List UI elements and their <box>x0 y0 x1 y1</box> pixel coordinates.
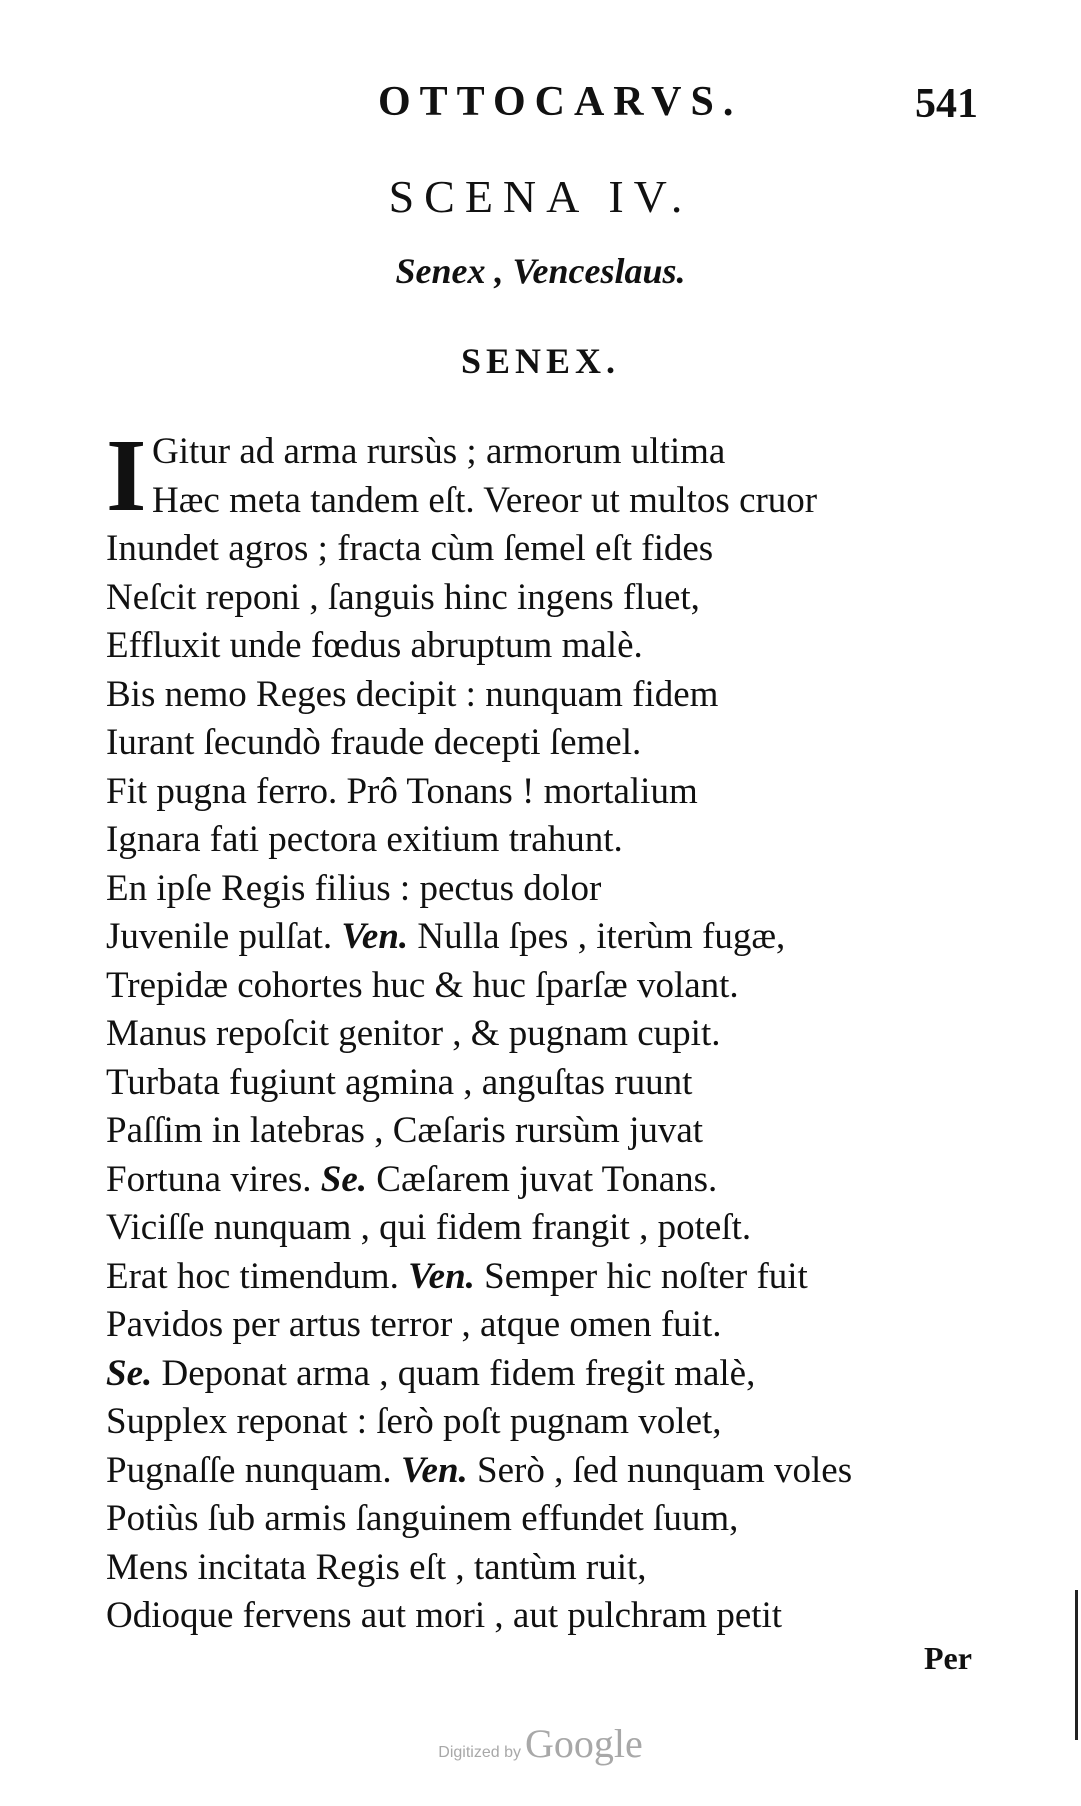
verse-text: Fortuna vires. <box>106 1158 321 1200</box>
scene-characters: Senex , Venceslaus. <box>395 251 686 291</box>
verse-text: Fit pugna ferro. Prô Tonans ! mortalium <box>106 770 698 812</box>
digitization-watermark <box>0 1720 1081 1767</box>
speaker-abbreviation: Ven. <box>408 1255 475 1297</box>
verse-text: Gitur ad arma rursùs ; armorum ultima <box>152 431 726 472</box>
verse-text: Nulla ſpes , iterùm fugæ, <box>408 916 786 957</box>
verse-text: Bis nemo Reges decipit : nunquam fidem <box>106 673 719 715</box>
verse-text: Erat hoc timendum. <box>106 1255 409 1297</box>
verse-line <box>106 768 1006 817</box>
verse-line <box>106 816 1006 865</box>
verse-text: Ignara fati pectora exitium trahunt. <box>106 819 623 860</box>
verse-line <box>106 1156 1006 1205</box>
verse-text: Manus repoſcit genitor , & pugnam cupit. <box>106 1013 721 1054</box>
running-head <box>0 78 1081 138</box>
verse-line <box>106 1495 1006 1544</box>
speaker-heading: SENEX. <box>460 341 621 381</box>
verse-line <box>106 1350 1006 1399</box>
verse-text: Deponat arma , quam fidem fregit malè, <box>152 1352 756 1394</box>
verse-line <box>106 477 1006 526</box>
speaker-abbreviation: Se. <box>106 1352 153 1394</box>
page-number: 541 <box>915 81 978 127</box>
verse-text: Supplex reponat : ſerò poſt pugnam volet, <box>106 1401 722 1442</box>
verse-text: Potiùs ſub armis ſanguinem effundet ſuum, <box>106 1498 739 1539</box>
verse-text: Hæc meta tandem eſt. Vereor ut multos cruor <box>152 479 818 521</box>
verse-text: Inundet agros ; fracta cùm ſemel eſt fides <box>106 528 714 569</box>
page-edge-shadow <box>1075 1590 1078 1740</box>
drop-cap: I <box>106 418 147 533</box>
verse-text: Serò , ſed nunquam voles <box>467 1449 853 1491</box>
verse-text: Turbata fugiunt agmina , anguſtas ruunt <box>106 1061 693 1103</box>
verse-line <box>106 865 1006 914</box>
speaker-abbreviation: Ven. <box>341 916 409 957</box>
verse-text: Paſſim in latebras , Cæſaris rursùm juvat <box>106 1110 704 1151</box>
verse-line <box>106 525 1006 574</box>
verse-text: Neſcit reponi , ſanguis hinc ingens fluet, <box>106 576 700 618</box>
verse-text: Mens incitata Regis eſt , tantùm ruit, <box>106 1546 647 1588</box>
verse-line <box>106 622 1006 671</box>
verse-text: Cæſarem juvat Tonans. <box>367 1158 718 1200</box>
verse-line <box>106 1204 1006 1253</box>
verse-line <box>106 1592 1006 1641</box>
verse-line <box>106 1010 1006 1059</box>
scene-title: SCENA IV. <box>388 171 693 222</box>
verse-text: Pavidos per artus terror , atque omen fuit. <box>106 1304 722 1345</box>
verse-line <box>106 574 1006 623</box>
watermark-brand: Google <box>524 1721 643 1766</box>
verse-line <box>106 962 1006 1011</box>
verse-text: Semper hic noſter fuit <box>474 1255 808 1297</box>
verse-text: Juvenile pulſat. <box>106 916 342 957</box>
verse-line <box>106 1301 1006 1350</box>
verse-text: Trepidæ cohortes huc & huc ſparſæ volant. <box>106 964 739 1006</box>
verse-block <box>106 418 1006 1641</box>
verse-text: Effluxit unde fœdus abruptum malè. <box>106 625 643 666</box>
verse-text: Pugnaſſe nunquam. <box>106 1449 401 1491</box>
verse-text: Odioque fervens aut mori , aut pulchram petit <box>106 1595 783 1636</box>
speaker-abbreviation: Ven. <box>400 1449 468 1491</box>
verse-line <box>106 428 1006 477</box>
verse-line <box>106 1544 1006 1593</box>
verse-line <box>106 671 1006 720</box>
speaker-abbreviation: Se. <box>320 1158 368 1200</box>
verse-line <box>106 913 1006 962</box>
verse-lines <box>106 418 1006 1641</box>
verse-text: Viciſſe nunquam , qui fidem frangit , poteſt. <box>106 1207 752 1248</box>
verse-text: En ipſe Regis filius : pectus dolor <box>106 867 602 909</box>
verse-line <box>106 1107 1006 1156</box>
verse-line <box>106 719 1006 768</box>
verse-line <box>106 1398 1006 1447</box>
catchword: Per <box>924 1640 972 1676</box>
running-title: OTTOCARVS. <box>378 79 743 125</box>
verse-line <box>106 1253 1006 1302</box>
watermark-prefix: Digitized by <box>438 1744 521 1761</box>
verse-line <box>106 1059 1006 1108</box>
verse-line <box>106 1447 1006 1496</box>
verse-text: Iurant ſecundò fraude decepti ſemel. <box>106 722 642 763</box>
